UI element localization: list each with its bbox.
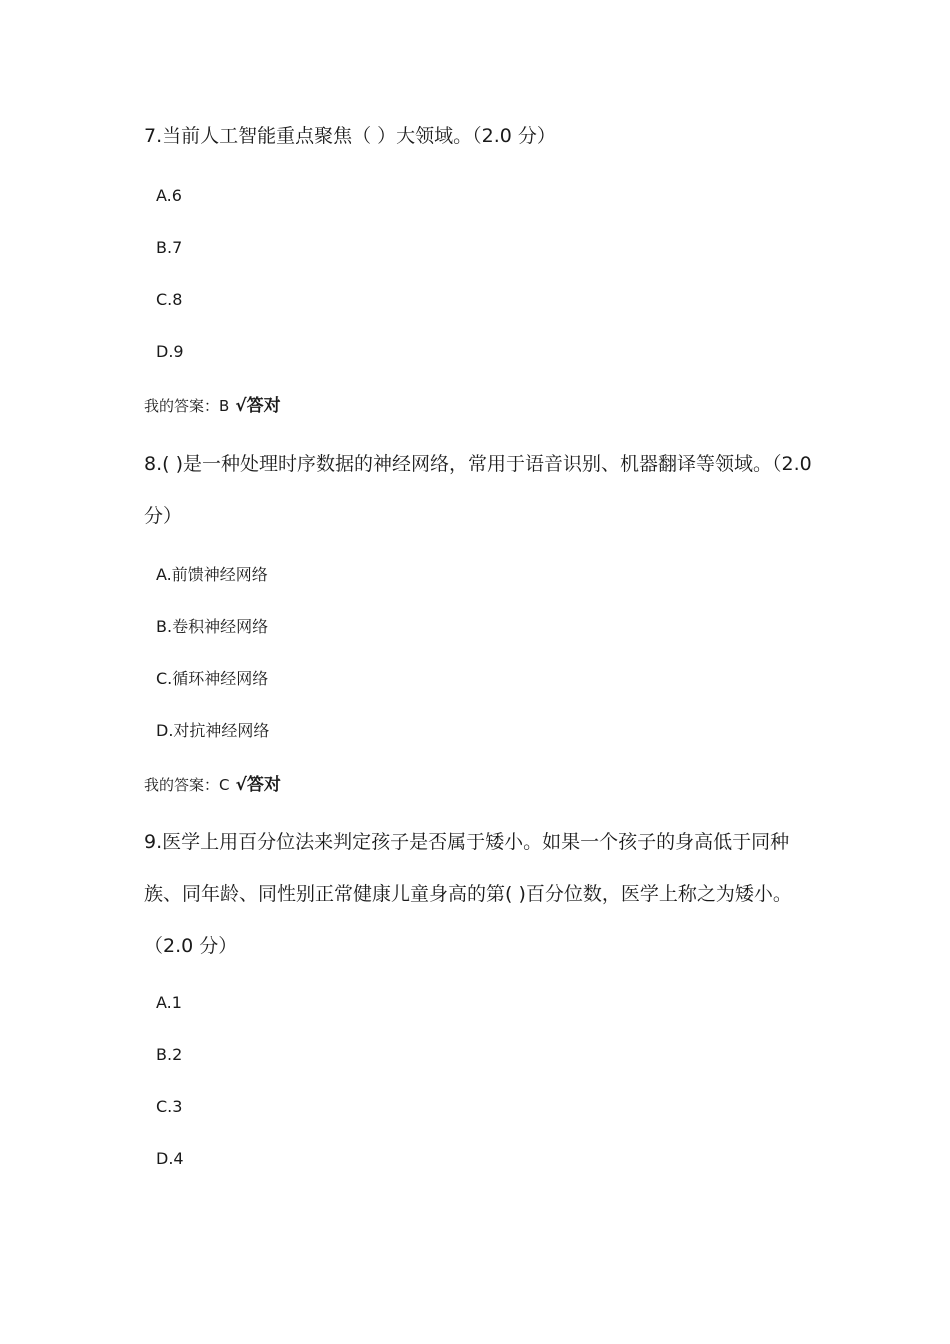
correct-mark: √答对 (235, 775, 281, 795)
question-8-option-b: B.卷积神经网络 (156, 617, 269, 636)
question-7-option-b: B.7 (156, 238, 183, 257)
answer-label: 我的答案：C (144, 776, 230, 794)
question-7-text: 7.当前人工智能重点聚焦（ ）大领域。（2.0 分） (144, 125, 556, 147)
question-8-text: 8.( )是一种处理时序数据的神经网络，常用于语音识别、机器翻译等领域。（2.0 分） (144, 453, 812, 527)
question-8-option-a: A.前馈神经网络 (156, 565, 268, 584)
question-7-option-c: C.8 (156, 290, 183, 309)
question-9-text: 9.医学上用百分位法来判定孩子是否属于矮小。如果一个孩子的身高低于同种族、同年龄、同性别正常健康儿童身高的第( )百分位数，医学上称之为矮小。（2.0 分） (144, 831, 792, 957)
question-7-answer (144, 394, 281, 418)
question-7-option-a: A.6 (156, 186, 182, 205)
question-7-option-d: D.9 (156, 342, 184, 361)
question-8-answer (144, 773, 281, 797)
question-9-option-b: B.2 (156, 1045, 183, 1064)
answer-label: 我的答案：B (144, 397, 230, 415)
question-8-option-c: C.循环神经网络 (156, 669, 269, 688)
question-9-option-c: C.3 (156, 1097, 183, 1116)
correct-mark: √答对 (235, 396, 281, 416)
question-9-option-a: A.1 (156, 993, 182, 1012)
question-8-option-d: D.对抗神经网络 (156, 721, 270, 740)
question-9-option-d: D.4 (156, 1149, 184, 1168)
